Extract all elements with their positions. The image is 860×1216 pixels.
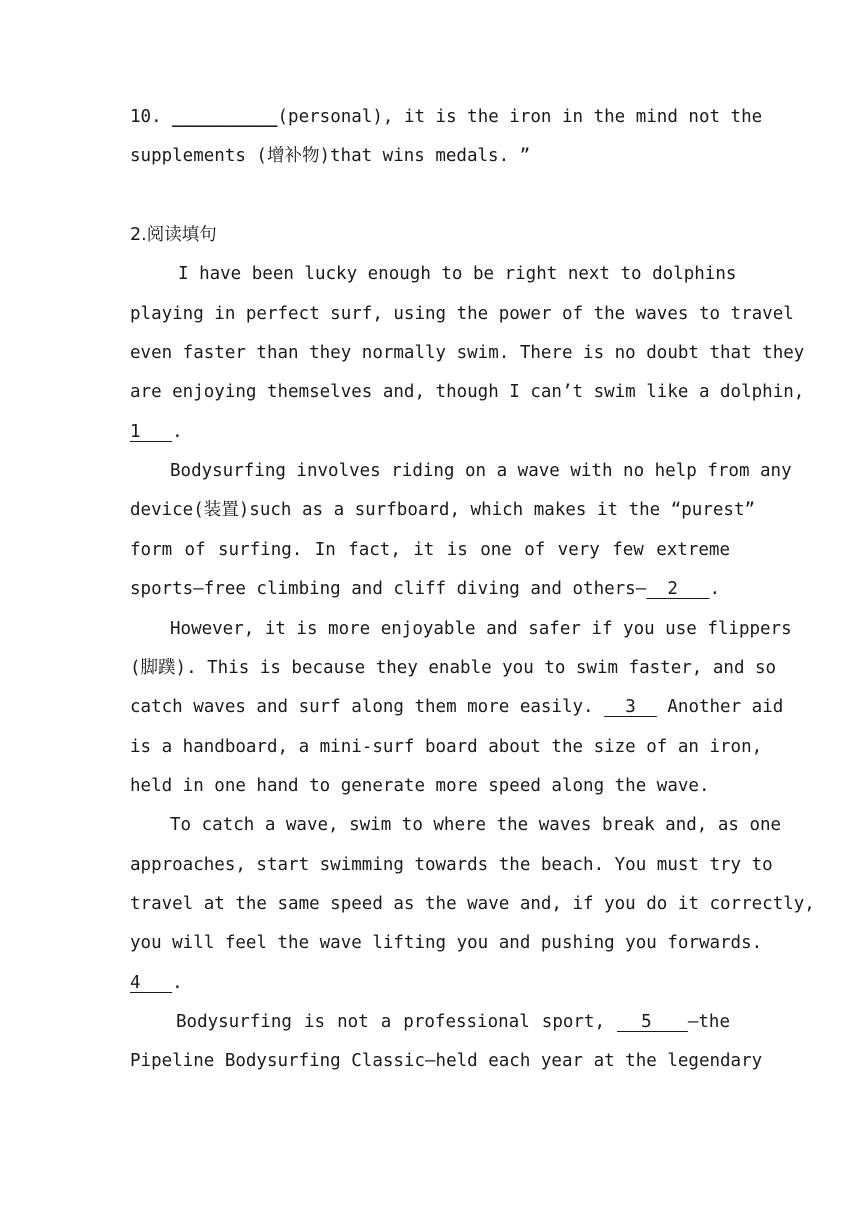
para4-line: travel at the same speed as the wave and, if you do it correctly, [130, 894, 815, 914]
para2-line: Bodysurfing involves riding on a wave with no help from any [170, 461, 792, 481]
para2-line: form of surfing. In fact, it is one of very few extreme [130, 540, 730, 560]
para2-last-line [130, 570, 730, 609]
blank1-period: . [172, 422, 183, 442]
para2-text: sports—free climbing and cliff diving and others— [130, 579, 647, 599]
para4-line: you will feel the wave lifting you and pushing you forwards. [130, 933, 763, 953]
answer-blank-3[interactable]: 3 [604, 697, 657, 717]
para5-line-with-blank [176, 1003, 730, 1042]
para1-last-line [130, 413, 730, 452]
para3-line: is a handboard, a mini-surf board about the size of an iron, [130, 737, 763, 757]
answer-blank-5[interactable]: 5 [617, 1012, 688, 1032]
q10-text-1: (personal), it is the iron in the mind not the [277, 107, 763, 127]
q10-text-2: supplements (增补物)that wins medals. ” [130, 146, 531, 166]
answer-blank-1[interactable]: 1 [130, 422, 173, 442]
para3-line: held in one hand to generate more speed along the wave. [130, 776, 710, 796]
para3-line-with-blank [130, 688, 784, 727]
para5-text: —the [687, 1012, 730, 1032]
answer-blank-2[interactable]: 2 [646, 579, 710, 599]
para3-text: Another aid [667, 697, 784, 717]
para3-text: catch waves and surf along them more easily. [130, 697, 594, 717]
para1-line: even faster than they normally swim. There is no doubt that they [130, 343, 805, 363]
para1-line: are enjoying themselves and, though I can’t swim like a dolphin, [130, 382, 805, 402]
q10-line-2 [130, 137, 730, 176]
para3-line: However, it is more enjoyable and safer if you use flippers [170, 619, 792, 639]
q10-line-1 [130, 98, 763, 137]
para2-line: device(装置)such as a surfboard, which makes it the “purest” [130, 500, 756, 520]
q10-answer-blank[interactable]: __________ [172, 107, 278, 127]
para1-line: I have been lucky enough to be right next to dolphins [178, 264, 737, 284]
para4-line: To catch a wave, swim to where the waves break and, as one [170, 815, 782, 835]
para5-line: Pipeline Bodysurfing Classic—held each year at the legendary [130, 1051, 763, 1071]
para5-text: Bodysurfing is not a professional sport, [176, 1012, 605, 1032]
section-title: 2.阅读填句 [130, 225, 217, 245]
para3-line: (脚蹼). This is because they enable you to swim faster, and so [130, 658, 777, 678]
answer-blank-4[interactable]: 4 [130, 973, 173, 993]
blank2-period: . [709, 579, 721, 599]
q10-number: 10. [130, 107, 162, 127]
section-heading [130, 216, 730, 255]
para4-line: approaches, start swimming towards the beach. You must try to [130, 855, 773, 875]
blank4-period: . [172, 973, 183, 993]
para4-last-line [130, 964, 730, 1003]
para1-line: playing in perfect surf, using the power of the waves to travel [130, 304, 794, 324]
